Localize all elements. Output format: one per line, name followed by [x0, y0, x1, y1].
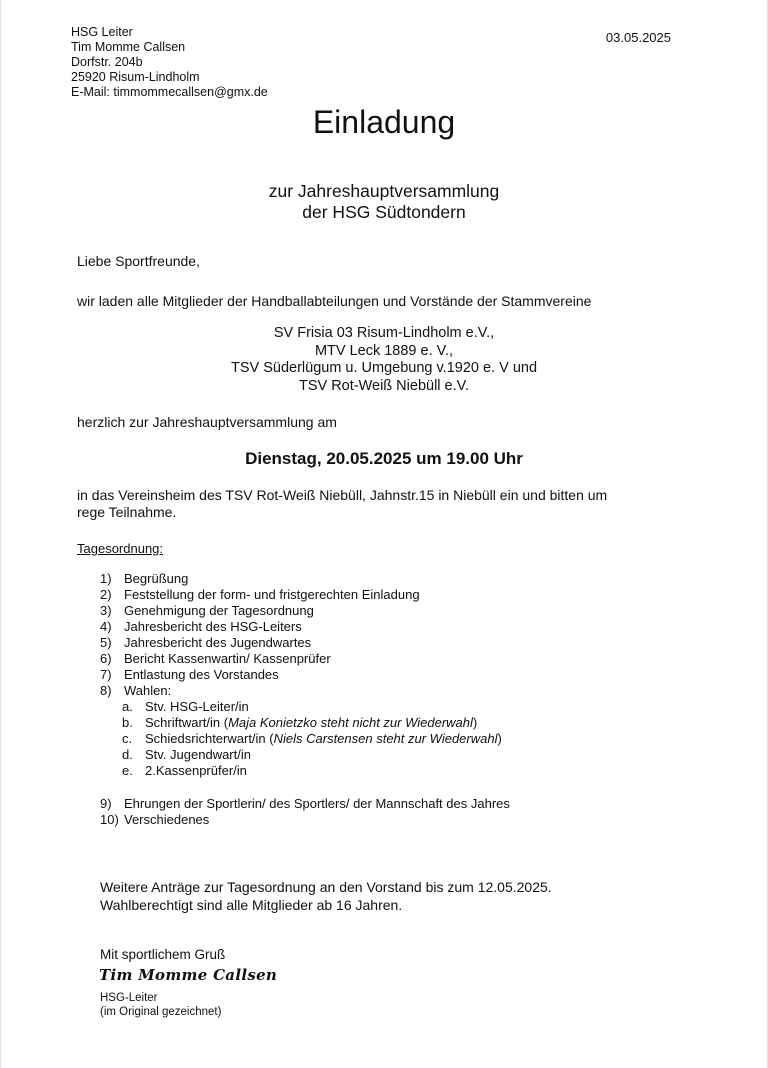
agenda-item — [100, 571, 502, 587]
closing-greeting: Mit sportlichem Gruß — [100, 947, 226, 962]
agenda-item — [100, 635, 502, 651]
signature: Tim Momme Callsen — [99, 966, 278, 984]
agenda-number: 10) — [100, 812, 119, 827]
election-letter: d. — [122, 747, 133, 762]
agenda-heading: Tagesordnung: — [77, 541, 164, 556]
agenda-text: Verschiedenes — [124, 812, 210, 827]
election-text: Schriftwart/in ( — [145, 715, 229, 730]
agenda-text: Ehrungen der Sportlerin/ des Sportlers/ der Mannschaft des Jahres — [124, 796, 510, 811]
subtitle-line-1: zur Jahreshauptversammlung — [268, 181, 500, 201]
sender-name: Tim Momme Callsen — [71, 40, 186, 54]
meeting-datetime: Dienstag, 20.05.2025 um 19.00 Uhr — [245, 449, 523, 468]
club-list — [0, 325, 768, 395]
sender-role: HSG Leiter — [71, 25, 133, 39]
agenda-item — [100, 667, 502, 683]
sender-street: Dorfstr. 204b — [71, 55, 143, 69]
election-close: ) — [472, 715, 478, 730]
agenda-item — [100, 587, 502, 603]
notes-line-1: Weitere Anträge zur Tagesordnung an den Vorstand bis zum 12.05.2025. — [100, 879, 552, 895]
agenda-item — [100, 812, 510, 828]
election-letter: b. — [122, 715, 133, 730]
club-item: TSV Rot-Weiß Niebüll e.V. — [298, 377, 470, 394]
notes-line-2: Wahlberechtigt sind alle Mitglieder ab 16 Jahren. — [100, 897, 403, 913]
sender-city: 25920 Risum-Lindholm — [71, 70, 200, 84]
agenda-text: Jahresbericht des Jugendwartes — [124, 635, 312, 650]
agenda-number: 5) — [100, 635, 112, 650]
sender-email: E-Mail: timmommecallsen@gmx.de — [71, 85, 268, 99]
salutation: Liebe Sportfreunde, — [77, 253, 200, 269]
agenda-number: 2) — [100, 587, 112, 602]
election-text: 2.Kassenprüfer/in — [145, 763, 247, 778]
election-letter: e. — [122, 763, 133, 778]
venue-line-2: rege Teilnahme. — [77, 504, 177, 520]
election-item — [122, 699, 502, 715]
election-text: Stv. HSG-Leiter/in — [145, 699, 249, 714]
venue-text — [77, 487, 607, 521]
election-note: Maja Konietzko steht nicht zur Wiederwahl — [228, 715, 473, 730]
agenda-item — [100, 603, 502, 619]
notes — [100, 878, 552, 914]
agenda-number: 6) — [100, 651, 112, 666]
election-item — [122, 763, 502, 779]
agenda-text: Begrüßung — [124, 571, 189, 586]
election-close: ) — [497, 731, 502, 746]
agenda-item — [100, 796, 510, 812]
agenda-number: 7) — [100, 667, 112, 682]
agenda-number: 9) — [100, 796, 112, 811]
election-note: Niels Carstensen steht zur Wiederwahl — [273, 731, 498, 746]
agenda-item — [100, 683, 502, 699]
election-letter: a. — [122, 699, 133, 714]
club-item: TSV Süderlügum u. Umgebung v.1920 e. V und — [230, 360, 538, 376]
agenda-number: 3) — [100, 603, 112, 618]
agenda-item — [100, 651, 502, 667]
election-item — [122, 715, 502, 731]
intro-text: wir laden alle Mitglieder der Handballabteilungen und Vorstände der Stammvereine — [77, 293, 592, 309]
subtitle-line-2: der HSG Südtondern — [302, 202, 466, 222]
agenda-number: 1) — [100, 571, 112, 586]
elections-wrapper — [100, 699, 502, 779]
election-item — [122, 731, 502, 747]
election-item — [122, 747, 502, 763]
invite-line: herzlich zur Jahreshauptversammlung am — [77, 414, 337, 430]
agenda-text: Bericht Kassenwartin/ Kassenprüfer — [124, 651, 331, 666]
agenda-list-continued — [100, 796, 510, 828]
page-title: Einladung — [312, 104, 456, 140]
venue-line-1: in das Vereinsheim des TSV Rot-Weiß Niebüll, Jahnstr.15 in Niebüll ein und bitten um — [77, 487, 608, 503]
election-text: Stv. Jugendwart/in — [145, 747, 251, 762]
sender-address — [71, 25, 268, 100]
agenda-item — [100, 619, 502, 635]
agenda-text: Genehmigung der Tagesordnung — [124, 603, 314, 618]
agenda-text: Feststellung der form- und fristgerechten Einladung — [124, 587, 420, 602]
agenda-text: Wahlen: — [124, 683, 172, 698]
signature-note: (im Original gezeichnet) — [100, 1006, 222, 1018]
signature-block — [100, 991, 221, 1019]
agenda-number: 8) — [100, 683, 112, 698]
agenda-list — [100, 571, 502, 779]
agenda-text: Entlastung des Vorstandes — [124, 667, 279, 682]
club-item: SV Frisia 03 Risum-Lindholm e.V., — [273, 325, 495, 341]
elections-list — [122, 699, 502, 779]
letter-date: 03.05.2025 — [605, 30, 671, 45]
agenda-text: Jahresbericht des HSG-Leiters — [124, 619, 302, 634]
election-letter: c. — [122, 731, 133, 746]
subtitle — [0, 181, 768, 223]
club-item: MTV Leck 1889 e. V., — [314, 342, 454, 359]
agenda-number: 4) — [100, 619, 112, 634]
signer-role: HSG-Leiter — [100, 992, 158, 1004]
election-text: Schiedsrichterwart/in ( — [145, 731, 274, 746]
